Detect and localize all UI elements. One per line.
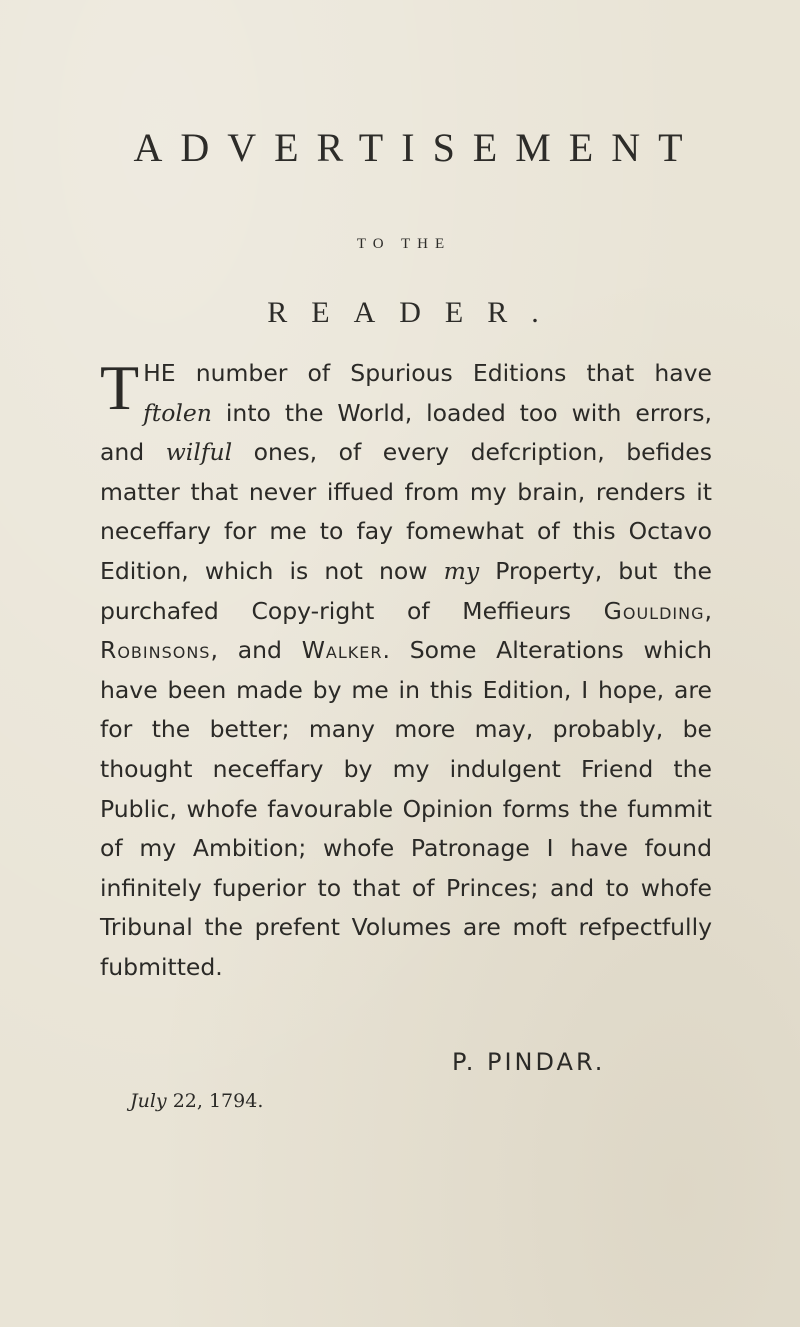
page-title: ADVERTISEMENT xyxy=(133,125,701,170)
text-run: , xyxy=(704,596,712,625)
subtitle-to-the: TO THE xyxy=(356,236,452,252)
date-rest: 22, 1794. xyxy=(166,1090,264,1112)
subtitle-reader: READER. xyxy=(267,296,563,329)
drop-cap: T xyxy=(100,352,140,423)
text-run: ones, of every defcription, befides matter that never iffued from my brain, renders it neceffary for me to fay fomewhat of this Octavo Edition, which is not now xyxy=(100,438,712,585)
publisher-walker: Walker xyxy=(301,636,383,665)
text-run: into the World, loaded too with errors, and xyxy=(100,398,712,467)
intro-word: HE xyxy=(143,359,176,387)
publisher-goulding: Goulding xyxy=(603,596,705,625)
italic-word-my: my xyxy=(443,556,480,585)
publisher-robinsons: Robinsons xyxy=(100,636,211,665)
date-month: July xyxy=(130,1090,167,1112)
text-run: , and xyxy=(210,636,302,665)
text-run: number of Spurious Editions that have xyxy=(175,359,712,387)
signature: P. PINDAR. xyxy=(452,1048,606,1076)
text-run: Property, but the purchafed Copy-right of Meffieurs xyxy=(100,556,712,625)
italic-word-wilful: wilful xyxy=(165,438,233,467)
italic-word-stolen: ftolen xyxy=(143,398,212,427)
text-run: . Some Alterations which have been made by me in this Edition, I hope, are for the better; many more may, probably, be thought neceffary by my indulgent Friend the Public, whofe favourable Opinion forms the fummit of my Ambition; whofe Patronage I have found infinitely fuperior to that of Princes; and to whofe Tribunal the prefent Volumes are moft refpectfully fubmitted. xyxy=(100,636,712,981)
date-line xyxy=(130,1090,263,1112)
advertisement-paragraph xyxy=(100,354,712,988)
